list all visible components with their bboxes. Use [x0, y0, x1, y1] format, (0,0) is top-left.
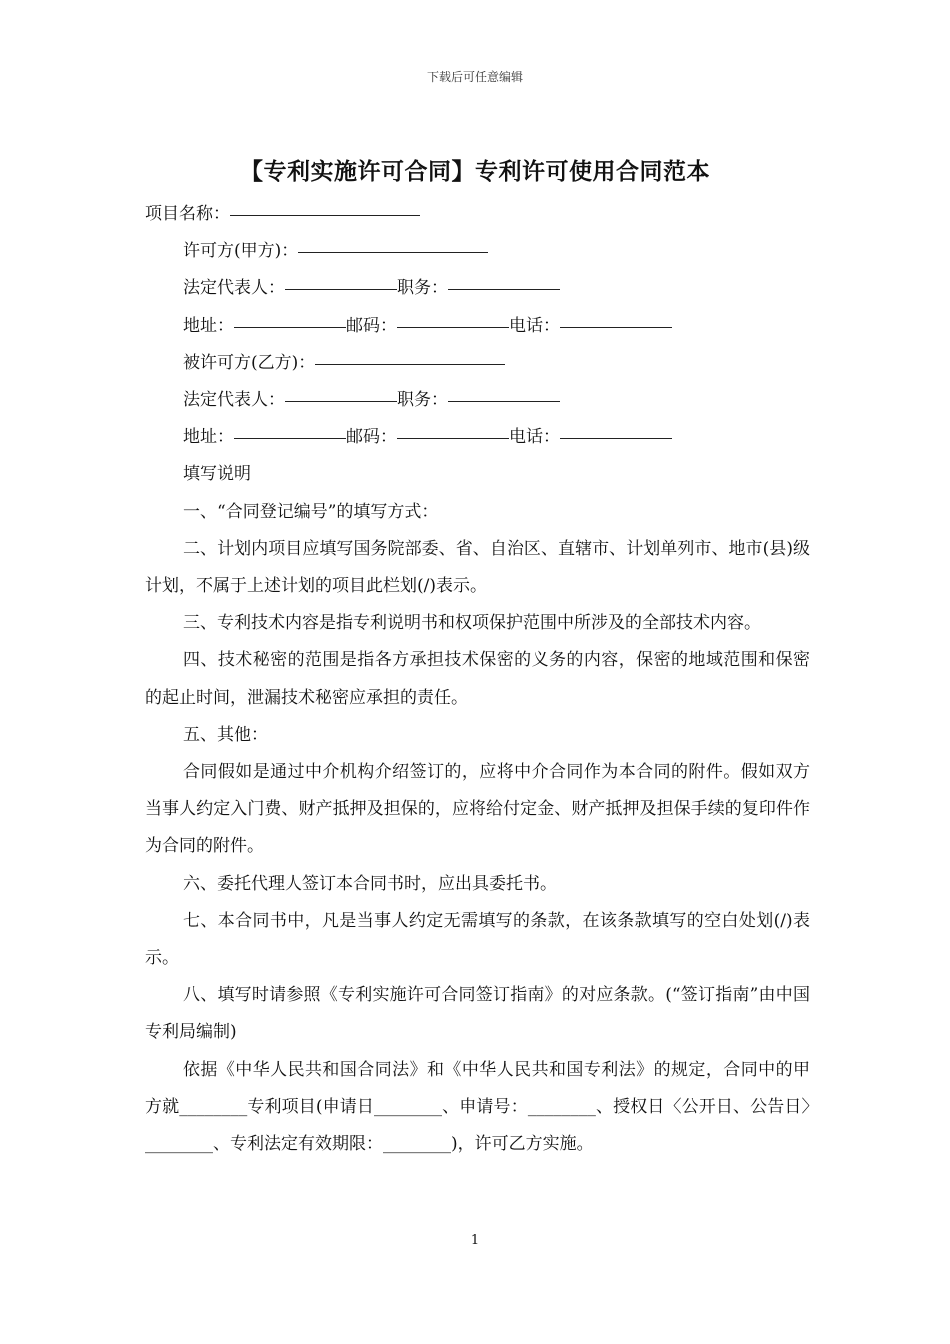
licensor-label: 许可方(甲方)： — [183, 241, 299, 262]
instruction-item-5-detail: 合同假如是通过中介机构介绍签订的，应将中介合同作为本合同的附件。假如双方当事人约定入门费、财产抵押及担保的，应将给付定金、财产抵押及担保手续的复印件作为合同的附件。 — [145, 762, 810, 857]
licensee-label: 被许可方(乙方)： — [183, 352, 316, 373]
licensee-rep-line — [145, 382, 810, 419]
licensee-phone-label: 电话： — [509, 427, 560, 448]
licensor-position-label: 职务： — [397, 278, 448, 299]
instruction-item-8: 八、填写时请参照《专利实施许可合同签订指南》的对应条款。(“签订指南”由中国专利局编制) — [145, 985, 810, 1043]
licensor-address-label: 地址： — [183, 315, 234, 336]
licensee-address-line — [145, 419, 810, 456]
licensee-postcode-label: 邮码： — [346, 427, 397, 448]
licensee-blank[interactable] — [315, 363, 505, 365]
licensor-rep-blank[interactable] — [285, 288, 397, 290]
licensor-blank[interactable] — [298, 251, 488, 253]
licensee-position-blank[interactable] — [448, 400, 560, 402]
instruction-item-7: 七、本合同书中，凡是当事人约定无需填写的条款，在该条款填写的空白处划(/)表示。 — [145, 910, 810, 969]
instruction-item-5: 五、其他： — [183, 724, 268, 745]
instruction-item-3: 三、专利技术内容是指专利说明书和权项保护范围中所涉及的全部技术内容。 — [183, 613, 761, 634]
licensee-address-blank[interactable] — [234, 437, 346, 439]
page-number: 1 — [470, 1233, 480, 1248]
licensor-postcode-blank[interactable] — [397, 326, 509, 328]
project-name-blank[interactable] — [230, 214, 420, 216]
contract-preamble: 依据《中华人民共和国合同法》和《中华人民共和国专利法》的规定，合同中的甲方就________专利项目(申请日________、申请号：________、授权日〈公开日、公告日〉________、专利法定有效期限：________)，许可乙方实施。 — [145, 1059, 810, 1155]
project-name-line — [145, 196, 810, 233]
licensor-postcode-label: 邮码： — [346, 315, 397, 336]
licensee-phone-blank[interactable] — [560, 437, 672, 439]
instruction-item-4: 四、技术秘密的范围是指各方承担技术保密的义务的内容，保密的地域范围和保密的起止时间，泄漏技术秘密应承担的责任。 — [145, 650, 810, 708]
instructions-heading: 填写说明 — [183, 464, 251, 485]
licensee-position-label: 职务： — [397, 390, 448, 411]
licensor-line — [145, 233, 810, 270]
licensor-position-blank[interactable] — [448, 288, 560, 290]
licensee-line — [145, 345, 810, 382]
licensee-postcode-blank[interactable] — [397, 437, 509, 439]
licensor-rep-label: 法定代表人： — [183, 278, 285, 299]
licensor-rep-line — [145, 270, 810, 307]
instruction-item-2: 二、计划内项目应填写国务院部委、省、自治区、直辖市、计划单列市、地市(县)级计划，不属于上述计划的项目此栏划(/)表示。 — [145, 538, 810, 597]
instruction-item-1: 一、“合同登记编号”的填写方式： — [183, 501, 439, 522]
page-header: 下载后可任意编辑 — [426, 70, 523, 84]
document-body — [145, 196, 810, 1163]
licensor-phone-blank[interactable] — [560, 326, 672, 328]
licensee-rep-label: 法定代表人： — [183, 390, 285, 411]
licensor-address-blank[interactable] — [234, 326, 346, 328]
instruction-item-6: 六、委托代理人签订本合同书时，应出具委托书。 — [183, 873, 557, 894]
licensor-phone-label: 电话： — [509, 315, 560, 336]
licensee-rep-blank[interactable] — [285, 400, 397, 402]
licensee-address-label: 地址： — [183, 427, 234, 448]
licensor-address-line — [145, 308, 810, 345]
project-name-label: 项目名称： — [145, 204, 230, 224]
document-title: 【专利实施许可合同】专利许可使用合同范本 — [240, 158, 710, 185]
